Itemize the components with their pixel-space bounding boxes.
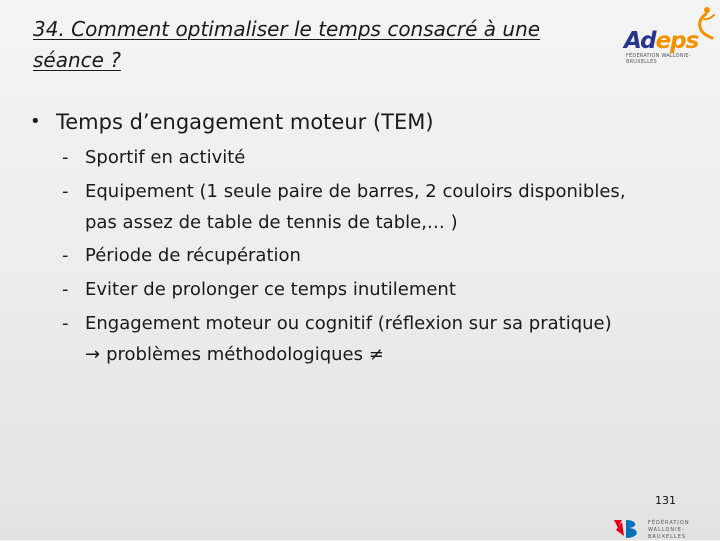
list-item-line: Equipement (1 seule paire de barres, 2 couloirs disponibles, — [85, 181, 626, 202]
list-item-text: Eviter de prolonger ce temps inutilement — [85, 279, 456, 300]
list-item — [62, 308, 692, 370]
dash-symbol: - — [62, 245, 69, 266]
main-bullet-text: Temps d’engagement moteur (TEM) — [56, 110, 434, 134]
fwb-mark-icon — [612, 516, 642, 540]
list-item-continuation: pas assez de table de tennis de table,… ) — [85, 212, 458, 233]
list-item-line: Engagement moteur ou cognitif (réflexion sur sa pratique) — [85, 313, 612, 334]
dash-symbol: - — [62, 147, 69, 168]
sub-bullet-list — [62, 142, 692, 372]
list-item-continuation-text: problèmes méthodologiques ≠ — [106, 344, 384, 365]
adeps-wordmark: Adeps — [624, 28, 699, 54]
list-item-text: Période de récupération — [85, 245, 301, 266]
bullet-symbol: • — [30, 111, 41, 132]
list-item — [62, 240, 692, 272]
fwb-line-1: FÉDÉRATION — [648, 520, 690, 526]
arrow-right-icon: → — [85, 344, 101, 365]
adeps-logo — [624, 6, 714, 70]
main-bullet-list — [30, 104, 700, 140]
list-item-text — [85, 176, 692, 238]
fwb-logo — [612, 514, 720, 540]
list-item — [62, 142, 692, 174]
list-item-text — [85, 308, 692, 370]
dash-symbol: - — [62, 313, 69, 334]
slide-title — [33, 14, 578, 76]
list-item-text: Sportif en activité — [85, 147, 246, 168]
slide-title-text: 34. Comment optimaliser le temps consacré à une séance ? — [33, 17, 541, 72]
page-number: 131 — [655, 494, 676, 507]
fwb-line-2: WALLONIE-BRUXELLES — [648, 527, 687, 540]
main-bullet — [30, 104, 700, 140]
dash-symbol: - — [62, 279, 69, 300]
fwb-text — [648, 520, 720, 541]
adeps-subtitle: FÉDÉRATION WALLONIE-BRUXELLES — [626, 53, 691, 65]
list-item — [62, 176, 692, 238]
list-item — [62, 274, 692, 306]
dash-symbol: - — [62, 181, 69, 202]
list-item-continuation — [85, 340, 692, 370]
